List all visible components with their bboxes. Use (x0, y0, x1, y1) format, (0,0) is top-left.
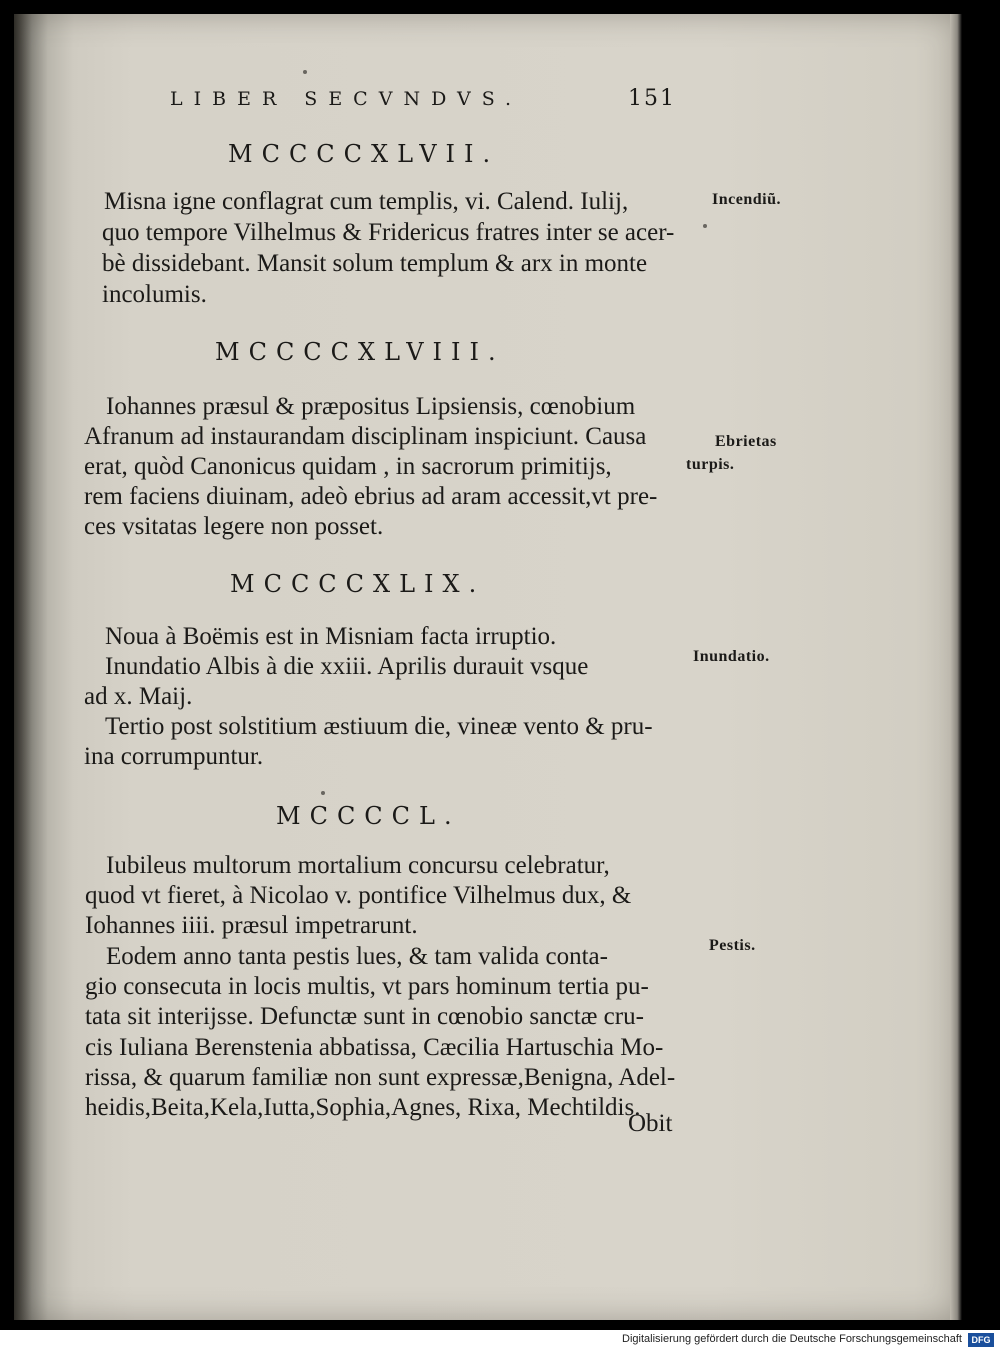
text-line: quo tempore Vilhelmus & Fridericus fratres inter se acer- (102, 219, 675, 246)
text-line: tata sit interijsse. Defunctæ sunt in cœnobio sanctæ cru- (85, 1003, 644, 1030)
paper-speck (703, 224, 707, 228)
text-line: rem faciens diuinam, adeò ebrius ad aram accessit,vt pre- (84, 483, 658, 510)
footer-credit: Digitalisierung gefördert durch die Deutsche Forschungsgemeinschaft (622, 1333, 962, 1345)
year-heading: MCCCCL. (276, 802, 461, 830)
margin-note: Ebrietas (715, 433, 777, 450)
dfg-logo: DFG (968, 1333, 994, 1347)
text-line: Iohannes præsul & præpositus Lipsiensis, cœnobium (106, 393, 636, 420)
paper-speck (321, 791, 325, 795)
text-line: Iubileus multorum mortalium concursu celebratur, (106, 852, 610, 879)
margin-note: Inundatio. (693, 648, 770, 665)
catchword: Obit (628, 1110, 673, 1137)
margin-note: Pestis. (709, 937, 756, 954)
text-line: Afranum ad instaurandam disciplinam inspiciunt. Causa (84, 423, 647, 450)
year-heading: MCCCCXLVIII. (215, 338, 505, 366)
text-line: Misna igne conflagrat cum templis, vi. Calend. Iulij, (104, 188, 629, 215)
text-line: gio consecuta in locis multis, vt pars hominum tertia pu- (85, 973, 649, 1000)
running-head: LIBER SECVNDVS. (170, 88, 523, 110)
text-line: ad x. Maij. (84, 683, 193, 710)
text-line: incolumis. (102, 281, 207, 308)
text-line: Iohannes iiii. præsul impetrarunt. (85, 912, 418, 939)
text-line: Inundatio Albis à die xxiii. Aprilis durauit vsque (105, 653, 589, 680)
text-line: Eodem anno tanta pestis lues, & tam valida conta- (106, 943, 608, 970)
text-line: quod vt fieret, à Nicolao v. pontifice Vilhelmus dux, & (85, 882, 632, 909)
margin-note: turpis. (686, 456, 735, 473)
text-line: ina corrumpuntur. (84, 743, 264, 770)
page-number: 151 (628, 86, 676, 111)
paper-speck (303, 70, 307, 74)
text-line: ces vsitatas legere non posset. (84, 513, 384, 540)
text-line: erat, quòd Canonicus quidam , in sacrorum primitijs, (84, 453, 612, 480)
text-line: Tertio post solstitium æstiuum die, vineæ vento & pru- (105, 713, 653, 740)
year-heading: MCCCCXLIX. (230, 570, 486, 598)
margin-note: Incendiũ. (712, 191, 781, 208)
text-line: Noua à Boëmis est in Misniam facta irruptio. (105, 623, 557, 650)
page-edge (950, 14, 962, 1320)
text-line: bè dissidebant. Mansit solum templum & arx in monte (102, 250, 648, 277)
footer-bar (0, 1330, 1000, 1351)
text-line: heidis,Beita,Kela,Iutta,Sophia,Agnes, Rixa, Mechtildis. (85, 1094, 641, 1121)
text-line: rissa, & quarum familiæ non sunt expressæ,Benigna, Adel- (85, 1064, 676, 1091)
text-line: cis Iuliana Berenstenia abbatissa, Cæcilia Hartuschia Mo- (85, 1034, 664, 1061)
year-heading: MCCCCXLVII. (228, 140, 500, 168)
